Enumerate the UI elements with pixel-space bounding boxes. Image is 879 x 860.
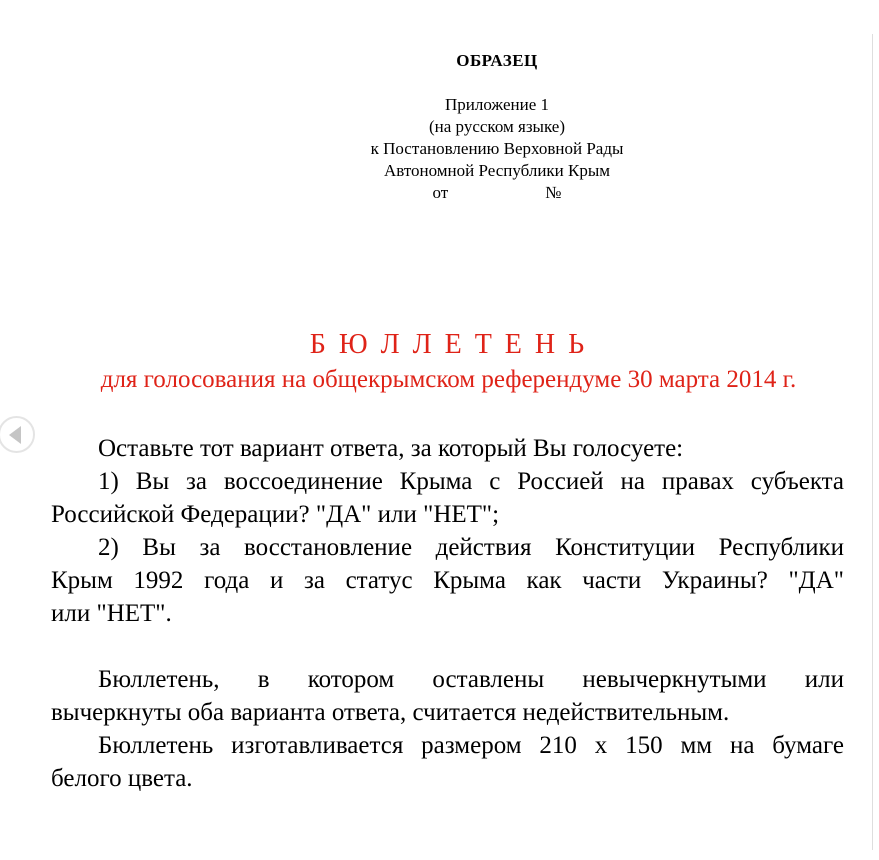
number-label: № [545, 183, 562, 202]
text-line: Бюллетень, в котором оставлены невычеркнутыми или [98, 666, 844, 693]
appendix-line-4: Автономной Республики Крым [383, 161, 611, 180]
text-line: вычеркнуты оба варианта ответа, считается недействительным. [51, 699, 730, 726]
ballot-body [51, 432, 844, 795]
paragraph-ballot-size [51, 729, 844, 795]
ballot-title: Б Ю Л Л Е Т Е Н Ь [309, 329, 588, 360]
text-line: 2) Вы за восстановление действия Конституции Республики [98, 534, 844, 561]
page-edge-divider [872, 34, 873, 850]
left-arrow-icon [9, 426, 21, 444]
ballot-title-block [43, 328, 854, 397]
document-header [297, 50, 697, 204]
paragraph-instruction [51, 432, 844, 465]
text-line: Российской Федерации? "ДА" или "НЕТ"; [51, 501, 500, 528]
paragraph-question-2 [51, 531, 844, 630]
paragraph-question-1 [51, 465, 844, 531]
text-line: Бюллетень изготавливается размером 210 х 150 мм на бумаге [98, 732, 844, 759]
appendix-line-3: к Постановлению Верховной Рады [370, 139, 624, 158]
text-line: Оставьте тот вариант ответа, за который Вы голосуете: [98, 435, 684, 462]
text-line: или "НЕТ". [51, 600, 172, 627]
appendix-line-1: Приложение 1 [445, 95, 549, 114]
ballot-subtitle: для голосования на общекрымском референдуме 30 марта 2014 г. [100, 366, 797, 393]
date-label: от [432, 183, 449, 202]
appendix-line-2: (на русском языке) [429, 117, 565, 136]
text-line: 1) Вы за воссоединение Крыма с Россией на правах субъекта [98, 468, 844, 495]
paragraph-validity-rule [51, 663, 844, 729]
text-line: Крым 1992 года и за статус Крыма как части Украины? "ДА" [51, 567, 844, 594]
text-line: белого цвета. [51, 765, 193, 792]
sample-label: ОБРАЗЕЦ [456, 51, 538, 70]
prev-arrow-button[interactable] [0, 416, 35, 453]
date-number-line [297, 182, 697, 204]
